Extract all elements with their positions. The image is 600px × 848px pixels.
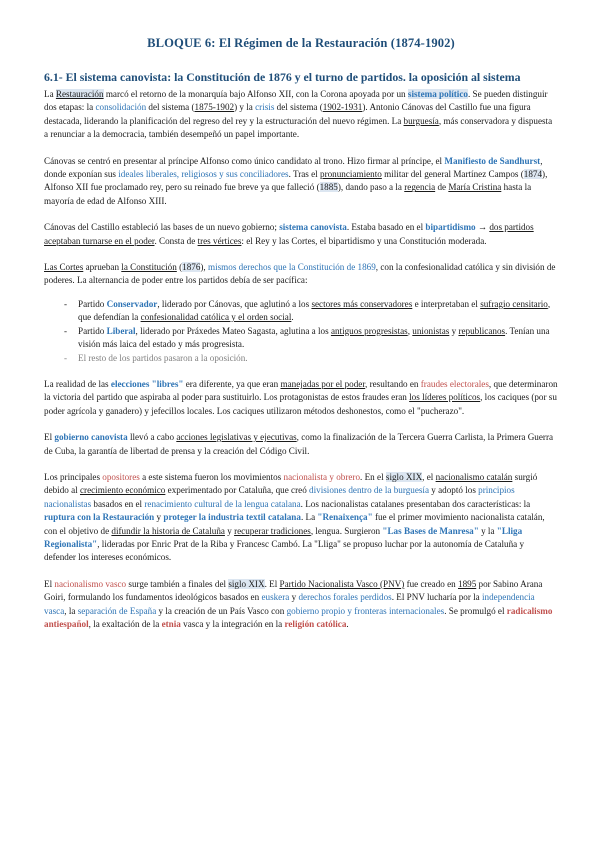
text-run: a este sistema fueron los movimientos [139, 471, 284, 482]
text-run: , que determinaron la victoria del partido que aspiraba al poder para sustituirlo. Los protagonistas de estos fraudes eran [44, 378, 558, 403]
text-run: falleció [286, 182, 315, 193]
list-item-conservador [44, 298, 558, 325]
text-run: sistema canovista [279, 222, 347, 233]
text-run: experimentado por Cataluña, que creó [165, 485, 310, 496]
text-run: y la creación del [195, 445, 260, 456]
text-run: Partido Nacionalista Vasco (PNV) [279, 578, 405, 589]
text-run: . La "Lliga" se propuso luchar por la autonomía de Cataluña y defender los intereses económicos. [44, 538, 525, 563]
text-run: y las [269, 235, 292, 246]
text-run: Liberal [106, 325, 136, 336]
text-run: sectores más conservadores [311, 298, 413, 309]
text-run: Los principales [44, 471, 103, 482]
text-run: María Cristina [448, 182, 502, 193]
text-run: Conservador [106, 298, 158, 309]
list-item-liberal [44, 325, 558, 352]
text-run: , donde exponían sus [44, 155, 543, 180]
text-run: sufragio censitario [480, 298, 548, 309]
text-run: y [449, 325, 459, 336]
paragraph-elecciones [44, 378, 558, 418]
text-run: basados en el [91, 498, 145, 509]
text-run: y [154, 512, 164, 523]
text-run: fue una figura destacada, liderando la [44, 102, 531, 126]
text-run: consolidación [95, 102, 147, 113]
text-run: del sistema ( [146, 102, 195, 113]
text-run: . Consta de [154, 235, 198, 246]
text-run: crecimiento económico [79, 485, 166, 496]
text-run: , lideradas por [97, 538, 152, 549]
text-run: "Las Bases de Manresa" [382, 525, 479, 536]
paragraph-restauracion [44, 88, 558, 142]
text-run: , los [480, 392, 498, 403]
text-run: manejadas por el poder [280, 378, 365, 389]
text-run: . El [264, 578, 280, 589]
text-run: Cánovas [44, 155, 76, 166]
text-run: 1885 [319, 182, 338, 193]
paragraph-sistema-canovista [44, 221, 558, 248]
paragraph-gobierno-canovista [44, 431, 558, 458]
text-run: . Se pueden distinguir dos etapas: la [44, 89, 548, 113]
text-run: , el [422, 471, 436, 482]
text-run: surge también a finales del [126, 578, 229, 589]
text-run: marcó el retorno de la monarquía bajo [103, 89, 247, 99]
text-run: , que aglutinó a los [239, 298, 312, 309]
text-run: era diferente, ya que eran [183, 378, 281, 389]
text-run: republicanos [458, 325, 506, 336]
text-run: siglo XIX [385, 471, 423, 482]
text-run: 1895 [458, 578, 477, 589]
text-run: . La [387, 115, 404, 126]
text-run: Manifiesto de Sandhurst [444, 155, 541, 166]
text-run: principios nacionalistas [44, 485, 515, 509]
text-run: confesionalidad católica [404, 262, 494, 273]
text-run: oposición [209, 352, 246, 363]
text-run: Sabino Arana Goiri [44, 578, 543, 603]
text-run: libertad de prensa [130, 445, 196, 456]
text-run: , aglutina a los [275, 325, 331, 336]
text-run: estructuración del nuevo régimen [265, 115, 388, 126]
text-run: . [245, 352, 248, 363]
text-run: Alfonso XIII [116, 195, 165, 206]
text-run: nacionalismo vasco [54, 578, 127, 589]
text-run: caciques [497, 392, 530, 403]
text-run: crisis [255, 102, 275, 113]
text-run: como único candidato al trono. Hizo firmar al príncipe, el [229, 155, 445, 166]
text-run: 1874 [523, 169, 543, 180]
text-run: Alfonso XII [246, 89, 292, 99]
paragraph-constitucion-1876 [44, 261, 558, 288]
text-run: 1902-1931 [322, 102, 363, 113]
text-run: . Estaba basado en el [346, 222, 426, 233]
text-run: , liderado por [157, 298, 209, 309]
paragraph-nacionalismo-catalan [44, 471, 558, 565]
text-run: Práxedes Mateo Sagasta [186, 325, 276, 336]
text-run: , la [483, 432, 497, 443]
text-run: los líderes políticos [409, 392, 481, 403]
text-run: finalización de la Tercera Guerra Carlista [332, 432, 484, 443]
text-run: etnia [161, 619, 181, 629]
text-run: . [484, 235, 487, 246]
text-run: , formulando los fundamentos ideológicos basados en [63, 592, 262, 603]
text-run: → [475, 222, 490, 233]
text-run: ruptura con la Restauración [44, 512, 155, 523]
text-run: ), [542, 169, 548, 180]
text-run: opositores [102, 471, 140, 482]
text-run: "Renaixença" [317, 512, 373, 523]
text-run: , como la [296, 432, 333, 443]
text-run: Constitución moderada [399, 235, 485, 246]
text-run: proteger la industria textil catalana [163, 512, 301, 523]
text-run: separación de España [77, 605, 157, 616]
text-run: vasca y la integración en la [180, 619, 285, 629]
text-run: , más conservadora y dispuesta a renunciar a la democracia, también desempeñó un papel importante. [44, 115, 553, 140]
text-run: elecciones "libres" [110, 378, 184, 389]
text-run: . Los caciques utilizaron métodos deshonestos, como el "pucherazo". [212, 405, 465, 416]
text-run: , la garantía de [74, 445, 131, 456]
text-run: del sistema ( [274, 102, 323, 113]
text-run: ideales liberales, religiosos y sus conciliadores [118, 169, 289, 180]
text-run: , la exaltación de la [88, 619, 162, 629]
text-run: 1875-1902 [194, 102, 235, 113]
text-run: ) y la [234, 102, 256, 113]
text-run: renacimiento cultural de la lengua catalana [144, 498, 301, 509]
text-run: y [289, 592, 299, 603]
list-item-oposicion [44, 352, 558, 365]
text-run: Partido [78, 325, 107, 336]
text-run: acciones legislativas y ejecutivas [176, 432, 297, 443]
text-run: burguesía [403, 115, 439, 126]
text-run: y [493, 262, 503, 273]
text-run: se centró en presentar al [75, 155, 169, 166]
text-run: Partido [78, 298, 107, 309]
text-run: príncipe Alfonso [168, 155, 230, 166]
text-run: El [78, 352, 89, 363]
text-run: , que defendían la [78, 298, 551, 323]
text-run: . La alternancia de poder entre los partidos debía de ser pacífica: [72, 275, 308, 286]
text-run: . [307, 445, 310, 456]
text-run: . [164, 195, 167, 206]
text-run: . [241, 339, 245, 350]
text-run: e interpretaban el [412, 298, 481, 309]
text-run: . [291, 312, 294, 323]
text-run: sin división de poderes [44, 262, 556, 286]
text-run: ), [200, 262, 208, 273]
text-run: . La [300, 512, 318, 523]
text-run: aprueban [83, 262, 122, 273]
party-list [44, 298, 558, 365]
text-run: . [346, 619, 349, 629]
text-run: nacionalismo catalán [435, 471, 513, 482]
paragraph-canovas-alfonso [44, 155, 558, 209]
text-run: . Los nacionalistas catalanes presentaban dos características: la [300, 498, 531, 509]
text-run: Restauración [55, 89, 104, 99]
text-run: general Martínez Campos [424, 169, 519, 180]
text-run: radicalismo antiespañol [44, 605, 553, 629]
text-run: Primera Guerra de Cuba [44, 432, 554, 456]
text-run: derechos forales perdidos [298, 592, 392, 603]
text-run: , el [315, 235, 329, 246]
text-run: sistema político [407, 89, 468, 99]
text-run: la Constitución [121, 262, 177, 273]
text-run: . Tenían una [505, 325, 550, 336]
text-run: El [44, 578, 55, 589]
text-run: , resultando en [365, 378, 421, 389]
text-run: Cánovas del Castillo [44, 222, 120, 233]
text-run: (por su poder agrícola y ganadero) y [44, 392, 557, 416]
text-run: ( [518, 169, 524, 180]
text-run: , [407, 325, 413, 336]
text-run: pronunciamiento [320, 169, 382, 180]
text-run: progresista [201, 339, 242, 350]
text-run: ), dando paso a la [337, 182, 405, 193]
text-run: y la creación de un País Vasco con [156, 605, 287, 616]
paragraph-nacionalismo-vasco [44, 578, 558, 632]
text-run: surgió debido al [44, 471, 538, 496]
text-run: militar del [381, 169, 425, 180]
text-run: El [44, 432, 55, 443]
text-run: gobierno canovista [54, 432, 128, 443]
text-run: hasta la mayoría de edad de [44, 182, 532, 206]
text-run: fraudes electorales [420, 378, 489, 389]
text-run: La [44, 89, 56, 99]
text-run: y la [247, 115, 266, 126]
text-run: divisiones dentro de la burguesía [309, 485, 429, 496]
text-run: Código Civil [259, 445, 308, 456]
text-run: confesionalidad católica y el orden social [140, 312, 292, 323]
text-run: , lengua. Surgieron [310, 525, 383, 536]
text-run: . En el [360, 471, 386, 482]
text-run: bipartidismo [328, 235, 375, 246]
text-run: visión más laica [78, 339, 137, 350]
text-run: gobierno propio y fronteras internacionales [286, 605, 445, 616]
text-run: fue el primer movimiento nacionalista catalán, con el objetivo de [44, 512, 545, 536]
text-run: antiguos progresistas [330, 325, 408, 336]
text-run: difundir la historia de Cataluña [111, 525, 225, 536]
text-run: bipartidismo [425, 222, 476, 233]
text-run: Las Cortes [44, 262, 84, 273]
text-run: jefecillos locales [151, 405, 213, 416]
text-run: y adoptó los [429, 485, 479, 496]
text-run: fue creado en [404, 578, 458, 589]
text-run: de [435, 182, 449, 193]
text-run: La realidad de las [44, 378, 111, 389]
text-run: mismos derechos que la Constitución de 1869 [208, 262, 376, 273]
text-run: , liderado por [135, 325, 187, 336]
text-run: . El PNV lucharía por la [391, 592, 483, 603]
text-run: y la [478, 525, 497, 536]
text-run: tres vértices [197, 235, 242, 246]
text-run: Antonio Cánovas del Castillo [369, 102, 478, 113]
text-run: "Lliga Regionalista" [44, 525, 523, 549]
text-run: llevó a cabo [127, 432, 177, 443]
text-run: planificación del regreso del rey [129, 115, 248, 126]
text-run: . Tras el [288, 169, 321, 180]
text-run: 1876 [182, 262, 201, 273]
text-run: Cortes [291, 235, 316, 246]
text-run: . Se promulgó el [444, 605, 507, 616]
text-run: ( [314, 182, 320, 193]
text-run: dos partidos aceptaban turnarse en el poder [44, 222, 534, 246]
text-run: Alfonso XII [44, 182, 89, 193]
text-run: fue proclamado rey, pero su reinado fue breve ya que [88, 182, 287, 193]
text-run: unionistas [412, 325, 450, 336]
text-run: nacionalista y obrero [283, 471, 361, 482]
text-run: , la [64, 605, 78, 616]
document-title: BLOQUE 6: El Régimen de la Restauración (1874-1902) [147, 36, 455, 50]
text-run: religión católica [284, 619, 347, 629]
text-run: regencia [404, 182, 436, 193]
text-run: de los partidos pasaron a la [106, 352, 210, 363]
text-run: del estado y más [136, 339, 202, 350]
text-run: estableció las bases de un nuevo gobierno; [119, 222, 280, 233]
document-page [44, 36, 558, 631]
text-run: resto [88, 352, 107, 363]
text-run: y una [374, 235, 400, 246]
text-run: y [224, 525, 235, 536]
text-run: : el [241, 235, 256, 246]
text-run: Enric Prat de la Riba y Francesc Cambó [151, 538, 298, 549]
text-run: recuperar tradiciones [234, 525, 311, 536]
text-run: Rey [255, 235, 270, 246]
text-run: independencia vasca [44, 592, 535, 616]
text-run: euskera [261, 592, 290, 603]
text-run: ). [362, 102, 370, 113]
text-run: por [476, 578, 493, 589]
text-run: , con la Corona apoyada por un [291, 89, 408, 99]
text-run: ( [176, 262, 183, 273]
text-run: siglo XIX [228, 578, 265, 589]
text-run: , con la [375, 262, 405, 273]
section-title: 6.1- El sistema canovista: la Constitución de 1876 y el turno de partidos. la oposición al sistema [44, 70, 521, 84]
text-run: Cánovas [208, 298, 240, 309]
